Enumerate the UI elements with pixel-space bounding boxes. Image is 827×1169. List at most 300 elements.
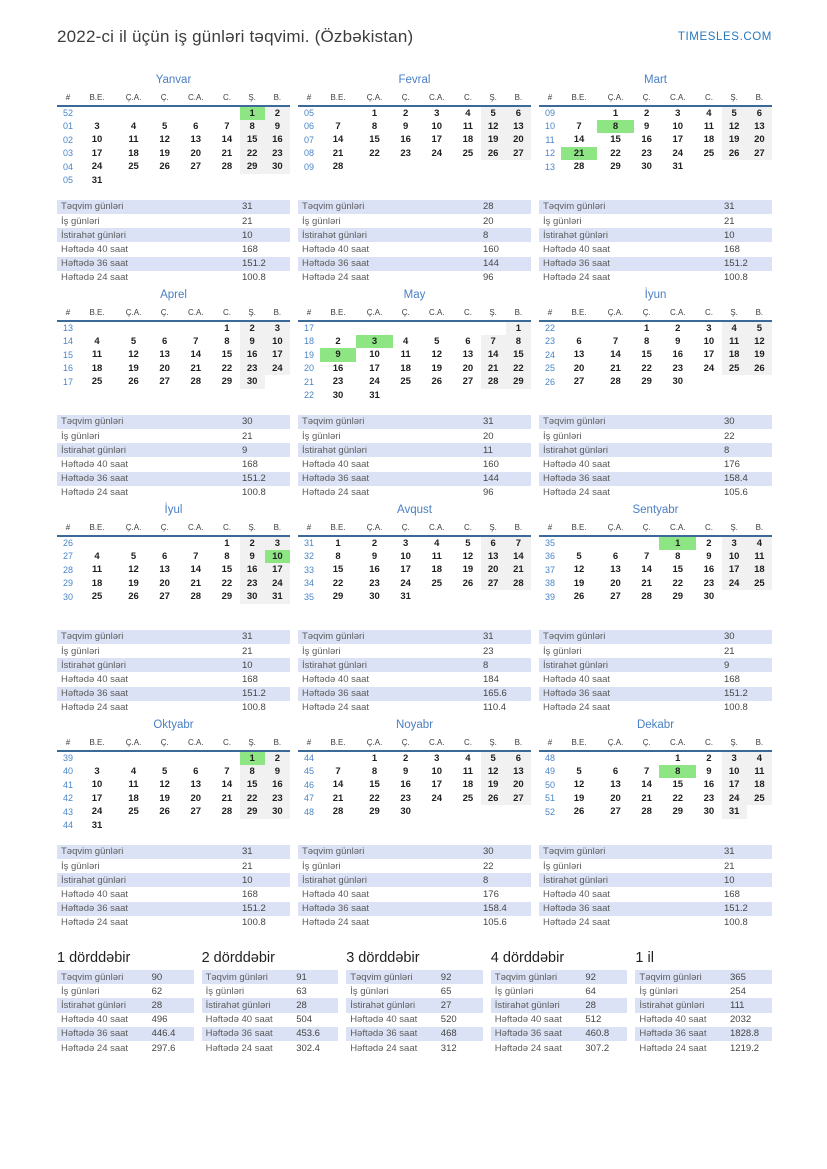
summary-label: Həftədə 36 saat — [543, 473, 611, 485]
weekday-header: Ç. — [152, 736, 177, 751]
day-cell: 12 — [481, 120, 506, 134]
summary-value: 28 — [483, 201, 494, 213]
summary-label: Həftədə 24 saat — [61, 487, 129, 499]
weekday-header: C.A. — [177, 521, 214, 536]
summary-value: 100.8 — [242, 487, 266, 499]
summary-label: İş günləri — [543, 215, 582, 227]
empty-cell — [320, 751, 356, 765]
summary-label: Təqvim günləri — [543, 846, 606, 858]
empty-cell — [265, 375, 290, 389]
summary-label: Həftədə 36 saat — [543, 903, 611, 915]
quarter-title: 2 dörddəbir — [201, 950, 275, 966]
week-row — [298, 778, 531, 792]
summary-value: 158.4 — [724, 473, 748, 485]
day-cell: 23 — [265, 792, 290, 806]
day-cell: 2 — [675, 322, 681, 334]
day-cell: 13 — [481, 550, 506, 564]
week-row — [298, 321, 531, 335]
day-cell: 14 — [190, 349, 202, 361]
week-number: 39 — [62, 753, 73, 764]
day-cell: 30 — [265, 160, 290, 174]
summary-value: 10 — [242, 659, 253, 671]
day-cell: 29 — [672, 806, 684, 818]
summary-value: 31 — [483, 416, 494, 428]
summary-row — [346, 970, 483, 984]
summary-value: 365 — [730, 971, 746, 983]
month-block — [298, 285, 531, 500]
summary-row — [346, 1027, 483, 1041]
summary-label: İş günləri — [61, 430, 100, 442]
summary-label: İş günləri — [543, 430, 582, 442]
day-cell: 18 — [400, 362, 411, 374]
weekday-header: B. — [506, 736, 531, 751]
empty-cell — [393, 160, 418, 174]
summary-row — [202, 970, 339, 984]
day-cell: 29 — [610, 161, 621, 173]
day-cell: 12 — [462, 550, 474, 562]
day-cell: 11 — [128, 779, 139, 791]
summary-label: İş günləri — [639, 985, 678, 997]
summary-value: 160 — [483, 459, 499, 471]
summary-row — [298, 916, 531, 930]
day-cell: 17 — [672, 134, 684, 146]
summary-value: 21 — [242, 860, 253, 872]
day-cell: 7 — [335, 765, 341, 777]
day-cell: 6 — [747, 106, 772, 120]
weekday-header: C.A. — [177, 736, 214, 751]
day-cell: 17 — [265, 348, 290, 362]
day-cell: 9 — [265, 765, 290, 779]
day-cell: 25 — [462, 792, 474, 804]
summary-table — [298, 200, 531, 285]
week-number: 44 — [62, 820, 73, 831]
week-row — [57, 550, 290, 564]
day-cell: 31 — [91, 819, 103, 831]
day-cell: 18 — [722, 348, 747, 362]
summary-value: 8 — [724, 444, 730, 456]
summary-value: 110.4 — [483, 702, 507, 714]
summary-value: 160 — [483, 244, 499, 256]
summary-value: 2032 — [730, 1014, 752, 1026]
empty-cell — [455, 389, 480, 403]
summary-value: 302.4 — [296, 1042, 320, 1054]
week-number: 18 — [303, 336, 314, 347]
summary-label: Həftədə 40 saat — [61, 1014, 129, 1026]
day-cell: 4 — [465, 752, 471, 764]
day-cell: 25 — [431, 577, 443, 589]
month-block — [539, 500, 772, 715]
summary-label: Həftədə 24 saat — [543, 272, 611, 284]
weekday-header: Ş. — [722, 91, 747, 106]
week-number: 33 — [303, 564, 314, 575]
empty-cell — [240, 819, 265, 833]
day-cell: 13 — [506, 120, 531, 134]
summary-value: 30 — [242, 416, 253, 428]
week-number: 19 — [303, 349, 314, 360]
week-number: 03 — [62, 148, 73, 159]
weekday-header: Ç.A. — [356, 91, 393, 106]
day-cell: 6 — [612, 765, 619, 777]
week-number: 24 — [544, 349, 555, 360]
week-row — [57, 805, 290, 819]
day-cell: 27 — [506, 147, 531, 161]
empty-cell — [115, 321, 152, 335]
summary-label: Təqvim günləri — [61, 846, 124, 858]
summary-value: 31 — [242, 631, 253, 643]
day-cell: 26 — [722, 147, 747, 161]
week-row — [539, 577, 772, 591]
weekday-header: C.A. — [177, 306, 214, 321]
summary-value: 176 — [724, 459, 740, 471]
summary-label: Həftədə 40 saat — [639, 1014, 707, 1026]
summary-row — [539, 873, 772, 887]
summary-table — [298, 845, 531, 930]
summary-value: 96 — [483, 272, 494, 284]
day-cell: 1 — [612, 107, 619, 119]
summary-table — [298, 415, 531, 500]
empty-cell — [418, 321, 455, 335]
summary-value: 90 — [151, 971, 163, 983]
empty-cell — [481, 160, 506, 174]
week-number: 16 — [62, 363, 73, 374]
summary-value: 151.2 — [724, 258, 748, 270]
weekday-header: B.E. — [79, 521, 115, 536]
weekday-header: B.E. — [79, 91, 115, 106]
day-cell: 28 — [332, 806, 344, 818]
summary-label: Həftədə 36 saat — [494, 1028, 562, 1040]
calendar-table — [57, 91, 290, 187]
day-cell: 16 — [265, 133, 290, 147]
day-cell: 21 — [221, 147, 233, 159]
summary-value: 20 — [483, 430, 494, 442]
summary-label: Həftədə 24 saat — [543, 917, 611, 929]
summary-row — [57, 873, 290, 887]
summary-row — [298, 429, 531, 443]
month-block — [539, 715, 772, 930]
empty-cell — [152, 174, 177, 188]
summary-row — [539, 457, 772, 471]
empty-cell — [747, 160, 772, 174]
day-cell: 20 — [506, 133, 531, 147]
day-cell: 18 — [91, 362, 103, 374]
day-cell: 21 — [332, 147, 344, 159]
weekday-header: Ç. — [393, 521, 418, 536]
weekday-header: C.A. — [177, 91, 214, 106]
day-cell: 7 — [193, 550, 199, 562]
day-cell: 23 — [400, 792, 411, 804]
summary-label: İstirahət günləri — [494, 999, 560, 1011]
summary-value: 21 — [724, 215, 735, 227]
summary-label: İş günləri — [302, 430, 341, 442]
day-cell: 30 — [240, 375, 265, 389]
day-cell: 2 — [403, 107, 409, 119]
weekday-header-row — [298, 736, 531, 751]
summary-row — [57, 672, 290, 686]
empty-cell — [214, 819, 239, 833]
weekday-header: Ş. — [240, 521, 265, 536]
day-cell: 19 — [573, 792, 585, 804]
week-row — [298, 120, 531, 134]
empty-cell — [214, 751, 239, 765]
day-cell: 16 — [332, 362, 344, 374]
summary-table — [57, 970, 194, 1055]
day-cell: 22 — [672, 792, 684, 804]
month-title: Mart — [644, 74, 667, 86]
month-block — [298, 70, 531, 285]
summary-label: Həftədə 24 saat — [639, 1042, 707, 1054]
summary-row — [298, 214, 531, 228]
weekday-header-row — [57, 736, 290, 751]
day-cell: 18 — [91, 577, 103, 589]
summary-value: 9 — [724, 659, 730, 671]
day-cell: 20 — [462, 362, 474, 374]
summary-value: 105.6 — [724, 487, 748, 499]
day-cell: 17 — [431, 779, 443, 791]
day-cell: 15 — [369, 779, 380, 791]
empty-cell — [79, 751, 115, 765]
empty-cell — [152, 819, 177, 833]
day-cell: 14 — [332, 134, 344, 146]
day-cell: 14 — [481, 348, 506, 362]
day-cell: 27 — [462, 376, 474, 388]
weekday-header: C. — [455, 736, 480, 751]
summary-value: 144 — [483, 258, 499, 270]
day-cell: 19 — [481, 133, 506, 147]
summary-label: Həftədə 40 saat — [61, 674, 129, 686]
weekday-header: B.E. — [79, 306, 115, 321]
day-cell: 11 — [747, 765, 772, 779]
day-cell: 29 — [240, 805, 265, 819]
day-cell: 1 — [371, 752, 378, 764]
summary-label: İş günləri — [205, 985, 245, 997]
summary-value: 168 — [724, 674, 740, 686]
day-cell: 20 — [159, 362, 170, 374]
day-cell: 26 — [481, 792, 506, 806]
summary-row — [539, 228, 772, 242]
summary-value: 21 — [724, 645, 735, 657]
empty-cell — [115, 751, 152, 765]
day-cell: 9 — [706, 765, 712, 777]
day-cell: 16 — [703, 564, 715, 576]
weekday-header: # — [539, 306, 561, 321]
empty-cell — [115, 819, 152, 833]
weekday-header: Ç.A. — [115, 736, 152, 751]
day-cell: 15 — [369, 134, 380, 146]
calendar-table — [57, 521, 290, 604]
week-row — [298, 335, 531, 349]
day-cell: 27 — [610, 806, 621, 818]
day-cell: 15 — [610, 134, 621, 146]
day-cell: 17 — [431, 134, 443, 146]
summary-label: Həftədə 40 saat — [61, 459, 129, 471]
calendar-table — [539, 521, 772, 604]
day-cell: 28 — [190, 376, 202, 388]
summary-row — [298, 658, 531, 672]
summary-table — [57, 200, 290, 285]
day-cell: 31 — [722, 805, 747, 819]
summary-value: 31 — [242, 201, 253, 213]
day-cell: 21 — [610, 362, 621, 374]
summary-value: 22 — [724, 430, 735, 442]
day-cell: 20 — [190, 792, 202, 804]
day-cell: 8 — [506, 335, 531, 349]
summary-value: 92 — [585, 971, 596, 983]
summary-label: Təqvim günləri — [494, 971, 558, 983]
summary-label: İş günləri — [61, 985, 100, 997]
weekday-header: Ç.A. — [356, 306, 393, 321]
day-cell: 15 — [240, 778, 265, 792]
month-title: Sentyabr — [632, 504, 679, 516]
summary-row — [539, 687, 772, 701]
week-row — [57, 120, 290, 134]
month-title: Aprel — [160, 289, 187, 301]
day-cell: 24 — [265, 362, 290, 376]
day-cell: 20 — [190, 147, 202, 159]
day-cell: 21 — [641, 577, 652, 589]
week-row — [298, 751, 531, 765]
day-cell: 8 — [335, 550, 341, 562]
week-row — [298, 792, 531, 806]
day-cell: 6 — [193, 120, 199, 132]
day-cell: 23 — [265, 147, 290, 161]
summary-row — [539, 415, 772, 429]
day-cell: 15 — [672, 779, 684, 791]
day-cell: 24 — [91, 806, 103, 818]
summary-row — [298, 415, 531, 429]
empty-cell — [561, 751, 597, 765]
day-cell: 9 — [403, 765, 409, 777]
day-cell: 15 — [240, 133, 265, 147]
empty-cell — [152, 321, 177, 335]
day-cell: 2 — [240, 321, 265, 335]
day-cell: 29 — [332, 591, 344, 603]
summary-label: İstirahət günləri — [302, 659, 367, 671]
summary-value: 460.8 — [585, 1028, 610, 1040]
summary-row — [539, 486, 772, 500]
weekday-header: C. — [455, 91, 480, 106]
week-number: 51 — [544, 793, 555, 804]
summary-row — [539, 630, 772, 644]
brand-link[interactable]: TIMESLES.COM — [677, 31, 772, 43]
day-cell: 3 — [403, 537, 409, 549]
empty-cell — [455, 321, 480, 335]
summary-row — [57, 214, 290, 228]
day-cell: 23 — [703, 577, 715, 589]
weekday-header: B.E. — [320, 736, 356, 751]
weekday-header: C. — [696, 521, 721, 536]
weekday-header: C. — [214, 306, 239, 321]
summary-label: Həftədə 36 saat — [302, 688, 370, 700]
summary-value: 100.8 — [242, 272, 266, 284]
day-cell: 25 — [128, 806, 139, 818]
summary-row — [57, 443, 290, 457]
summary-label: Həftədə 40 saat — [205, 1014, 273, 1026]
day-cell: 13 — [190, 779, 202, 791]
empty-cell — [597, 751, 634, 765]
week-row — [57, 751, 290, 765]
weekday-header-row — [298, 521, 531, 536]
empty-cell — [320, 321, 356, 335]
day-cell: 8 — [240, 120, 265, 134]
day-cell: 10 — [91, 779, 103, 791]
day-cell: 10 — [400, 550, 411, 562]
summary-value: 151.2 — [242, 903, 266, 915]
month-block — [539, 285, 772, 500]
summary-row — [57, 242, 290, 256]
day-cell: 5 — [434, 335, 440, 347]
summary-row — [57, 916, 290, 930]
day-cell: 11 — [400, 349, 411, 361]
day-cell: 11 — [462, 120, 473, 132]
day-cell: 4 — [434, 537, 440, 549]
summary-row — [57, 271, 290, 285]
week-number: 35 — [544, 538, 555, 549]
day-cell: 19 — [159, 792, 170, 804]
empty-cell — [597, 536, 634, 550]
week-number: 35 — [303, 591, 314, 602]
summary-value: 165.6 — [483, 688, 507, 700]
day-cell: 1 — [675, 752, 681, 764]
empty-cell — [265, 174, 290, 188]
weekday-header-row — [57, 306, 290, 321]
day-cell: 6 — [162, 550, 168, 562]
week-number: 47 — [303, 793, 314, 804]
day-cell: 2 — [403, 752, 409, 764]
summary-value: 21 — [242, 645, 253, 657]
calendar-table — [57, 736, 290, 832]
empty-cell — [214, 106, 239, 120]
calendar-table — [298, 306, 531, 402]
day-cell: 7 — [335, 120, 341, 132]
day-cell: 9 — [240, 335, 265, 349]
day-cell: 12 — [573, 779, 585, 791]
summary-label: Təqvim günləri — [61, 971, 124, 983]
day-cell: 27 — [481, 577, 506, 591]
day-cell: 23 — [240, 362, 265, 376]
week-number: 09 — [303, 161, 314, 172]
day-cell: 13 — [610, 564, 621, 576]
summary-table — [491, 970, 628, 1055]
empty-cell — [152, 751, 177, 765]
weekday-header: B.E. — [320, 306, 356, 321]
weekday-header: C. — [455, 306, 480, 321]
quarter-title: 1 il — [635, 950, 654, 966]
weekday-header: B. — [506, 521, 531, 536]
day-cell: 21 — [221, 792, 233, 804]
month-block — [57, 500, 290, 715]
summary-value: 151.2 — [242, 688, 266, 700]
day-cell: 4 — [94, 335, 100, 347]
summary-row — [57, 887, 290, 901]
summary-label: Həftədə 40 saat — [302, 244, 370, 256]
summary-value: 100.8 — [724, 917, 748, 929]
day-cell: 30 — [703, 806, 715, 818]
day-cell: 31 — [369, 389, 380, 401]
summary-label: İş günləri — [302, 215, 341, 227]
weekday-header: C.A. — [418, 736, 455, 751]
summary-label: Həftədə 40 saat — [350, 1014, 418, 1026]
day-cell: 14 — [221, 779, 233, 791]
day-cell: 19 — [573, 577, 585, 589]
summary-value: 168 — [242, 459, 258, 471]
day-cell: 20 — [747, 133, 772, 147]
week-row — [57, 819, 290, 833]
week-row — [539, 536, 772, 550]
day-cell: 4 — [747, 751, 772, 765]
day-cell: 13 — [159, 349, 170, 361]
empty-cell — [696, 375, 721, 389]
week-number: 20 — [303, 363, 314, 374]
